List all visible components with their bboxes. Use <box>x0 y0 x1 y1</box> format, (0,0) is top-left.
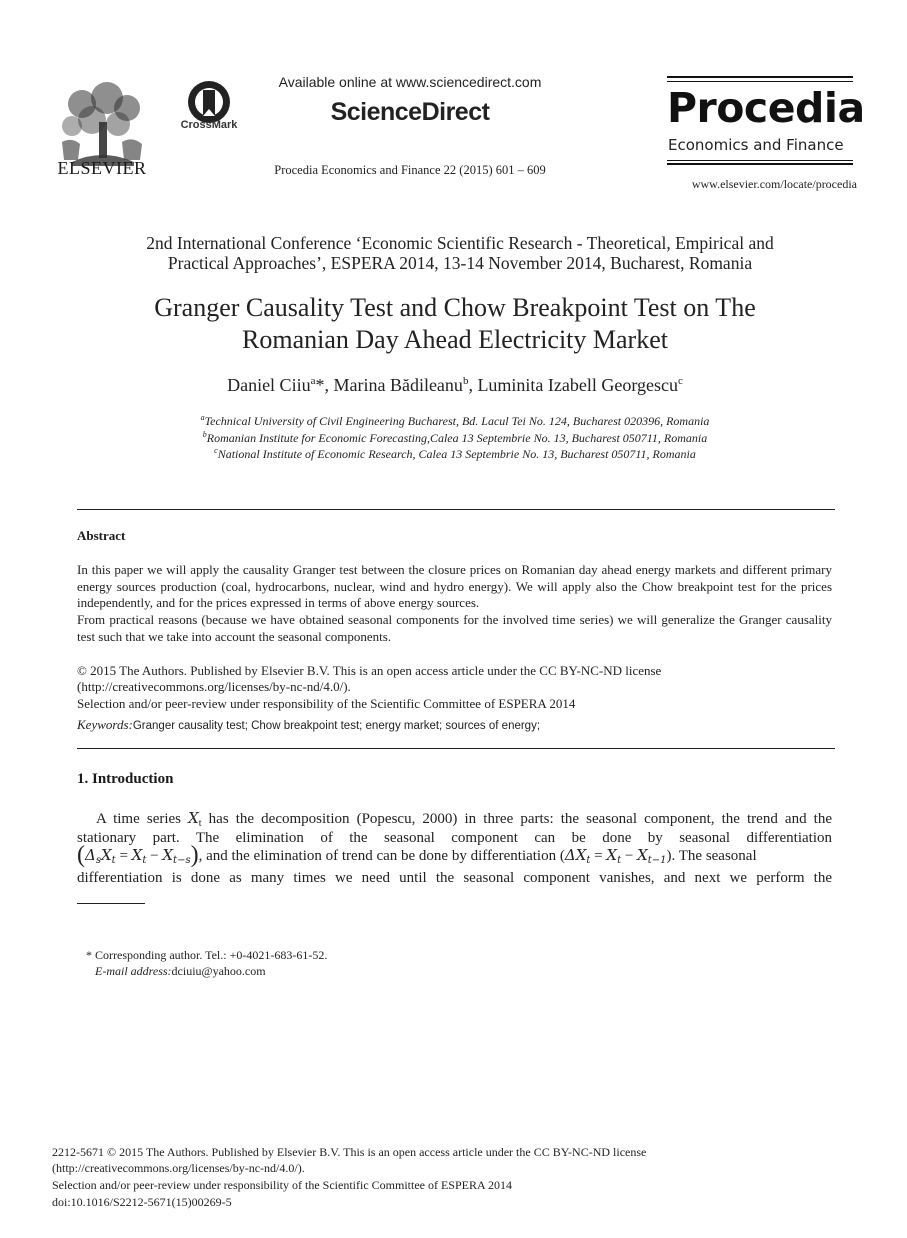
paper-title <box>80 292 830 356</box>
affiliation <box>100 446 810 462</box>
affil-mark: c <box>214 446 218 455</box>
author-name: Marina Bădileanu <box>333 375 463 395</box>
available-online: Available online at www.sciencedirect.com <box>278 74 542 90</box>
keywords-label: Keywords: <box>77 717 133 732</box>
author-name: Daniel Ciiu <box>227 375 311 395</box>
math-subscript: t <box>198 818 202 829</box>
intro-text: A time series <box>96 811 189 827</box>
affiliation <box>100 430 810 446</box>
sciencedirect-logo: ScienceDirect <box>330 98 490 126</box>
title-line: Granger Causality Test and Chow Breakpoint Test on The <box>154 293 756 322</box>
author-name: Luminita Izabell Georgescu <box>477 375 679 395</box>
conference-info <box>60 233 860 273</box>
email-footnote <box>95 964 266 979</box>
intro-line: differentiation is done as many times we need until the seasonal component vanishes, and next we perform the <box>77 870 832 886</box>
corresponding-author: * Corresponding author. Tel.: +0-4021-683-61-52. <box>86 948 328 962</box>
author-separator: , <box>468 375 478 395</box>
journal-url[interactable]: www.elsevier.com/locate/procedia <box>691 177 857 191</box>
journal-subtitle: Economics and Finance <box>668 136 844 154</box>
intro-text: , and the elimination of trend can be done by differentiation <box>198 848 560 864</box>
publisher-name: ELSEVIER <box>57 158 147 178</box>
divider <box>667 81 853 82</box>
affil-mark: a <box>200 413 205 422</box>
intro-line: stationary part. The elimination of the seasonal component can be done by seasonal differentiation <box>77 830 832 846</box>
footer-peer-review: Selection and/or peer-review under responsibility of the Scientific Committee of ESPERA 2014 <box>52 1178 512 1192</box>
affil-text: Romanian Institute for Economic Forecasting,Calea 13 Septembrie No. 13, Bucharest 050711, Romania <box>206 431 708 445</box>
seasonal-diff-formula: $(\Delta_sX_t = X_t - X_{t-s})$ <box>77 842 199 868</box>
author-affil-mark: c <box>678 375 683 387</box>
crossmark-label[interactable]: CrossMark <box>180 119 238 131</box>
conference-line: Practical Approaches’, ESPERA 2014, 13-14 November 2014, Bucharest, Romania <box>167 253 753 273</box>
intro-text: has the decomposition (Popescu, 2000) in three parts: the seasonal component, the trend and the <box>201 811 832 827</box>
doi[interactable]: doi:10.1016/S2212-5671(15)00269-5 <box>52 1195 232 1209</box>
divider <box>667 160 853 161</box>
divider <box>667 76 853 78</box>
peer-review-line: Selection and/or peer-review under responsibility of the Scientific Committee of ESPERA 2014 <box>77 696 576 711</box>
intro-text: . The seasonal <box>671 848 757 864</box>
abstract-heading: Abstract <box>77 528 126 543</box>
author-affil-mark: b <box>462 375 469 387</box>
footnote-divider <box>77 903 145 904</box>
affil-text: Technical University of Civil Engineering Bucharest, Bd. Lacul Tei No. 124, Bucharest 020396, Romania <box>204 414 710 428</box>
journal-title: Procedia <box>667 84 865 132</box>
title-line: Romanian Day Ahead Electricity Market <box>242 325 668 354</box>
keywords-text: Granger causality test; Chow breakpoint test; energy market; sources of energy; <box>132 720 541 732</box>
author-list <box>60 375 850 396</box>
affil-text: National Institute of Economic Research, Calea 13 Septembrie No. 13, Bucharest 050711, Romania <box>217 447 696 461</box>
math-variable: X <box>188 809 199 827</box>
author-separator: *, <box>315 375 334 395</box>
footer-license: 2212-5671 © 2015 The Authors. Published by Elsevier B.V. This is an open access article under the CC BY-NC-ND license <box>52 1145 647 1159</box>
license-link[interactable]: (http://creativecommons.org/licenses/by-nc-nd/4.0/). <box>77 679 351 694</box>
section-divider <box>77 509 835 510</box>
section-divider <box>77 748 835 749</box>
abstract-paragraph: In this paper we will apply the causality Granger test between the closure prices on Romanian day ahead energy markets and different primary energy sources production (coal, hydrocarbons, nuclear, wind and hydro energy). We will apply also the Chow breakpoint test for the prices independently, and for the prices expressed in terms of above energy sources. <box>77 562 832 610</box>
conference-line: 2nd International Conference ‘Economic Scientific Research - Theoretical, Empirical and <box>146 233 774 253</box>
email-address[interactable]: dciuiu@yahoo.com <box>171 964 266 978</box>
affiliation <box>100 413 810 429</box>
section-heading: 1. Introduction <box>77 771 174 787</box>
author-affil-mark: a <box>310 375 316 387</box>
diff-formula: $(\Delta X_t = X_t - X_{t-1})$ <box>559 846 672 866</box>
footer-license-link[interactable]: (http://creativecommons.org/licenses/by-nc-nd/4.0/). <box>52 1161 305 1175</box>
abstract-paragraph: From practical reasons (because we have obtained seasonal components for the involved time series) we will generalize the Granger causality test such that we take into account the seasonal components. <box>77 612 832 644</box>
affil-mark: b <box>202 430 207 439</box>
license-line: © 2015 The Authors. Published by Elsevier B.V. This is an open access article under the CC BY-NC-ND license <box>77 663 662 678</box>
journal-reference: Procedia Economics and Finance 22 (2015) 601 – 609 <box>274 163 546 177</box>
email-label: E-mail address: <box>95 964 172 978</box>
keywords <box>77 717 540 734</box>
divider <box>667 163 853 165</box>
